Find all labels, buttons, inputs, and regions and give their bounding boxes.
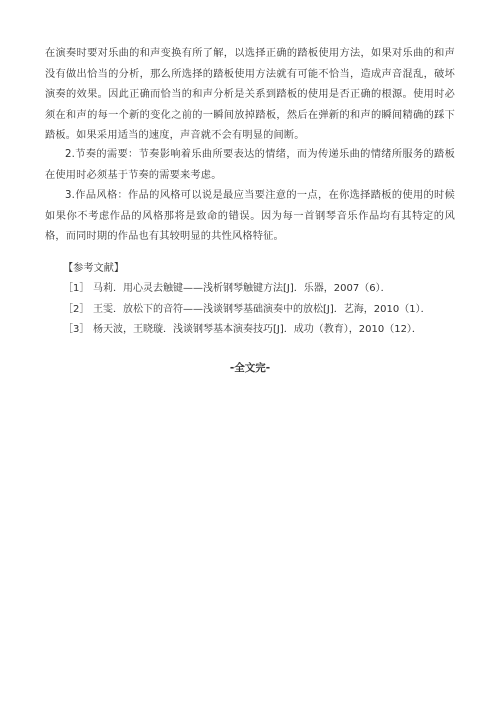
references-heading: 【参考文献】: [63, 263, 125, 274]
reference-text: 马莉．用心灵去触键——浅析钢琴触键方法[J]．乐器，2007（6）．: [93, 283, 391, 294]
body-paragraph-3: 3.作品风格：作品的风格可以说是最应当要注意的一点，在你选择踏板的使用的时候如果你不考虑作品的风格那将是致命的错误。因为每一首钢琴音乐作品均有其特定的风格，而同时期的作品也有其较明显的共性风格特征。: [45, 190, 455, 242]
reference-text: 杨天波，王晓璇．浅谈钢琴基本演奏技巧[J]．成功（教育），2010（12）．: [93, 324, 422, 335]
reference-number: ［1］: [63, 283, 90, 294]
body-paragraph-1: 在演奏时要对乐曲的和声变换有所了解，以选择正确的踏板使用方法，如果对乐曲的和声没有做出恰当的分析，那么所选择的踏板使用方法就有可能不恰当，造成声音混乱，破坏演奏的效果。因此正确而恰当的和声分析是关系到踏板的使用是否正确的根源。使用时必须在和声的每一个新的变化之前的一瞬间放掉踏板，然后在弹新的和声的瞬间精确的踩下踏板。如果采用适当的速度，声音就不会有明显的间断。: [45, 48, 455, 141]
reference-text: 王雯．放松下的音符——浅谈钢琴基础演奏中的放松[J]．艺海，2010（1）．: [93, 304, 431, 315]
reference-number: ［3］: [63, 324, 90, 335]
reference-number: ［2］: [63, 304, 90, 315]
reference-item-2: [63, 300, 463, 321]
end-of-document-mark: -全文完-: [229, 362, 271, 374]
body-paragraph-2: 2.节奏的需要：节奏影响着乐曲所要表达的情绪，而为传递乐曲的情绪所服务的踏板在使用时必须基于节奏的需要来考虑。: [45, 149, 455, 181]
reference-item-3: [63, 320, 463, 341]
reference-item-1: [63, 279, 463, 300]
